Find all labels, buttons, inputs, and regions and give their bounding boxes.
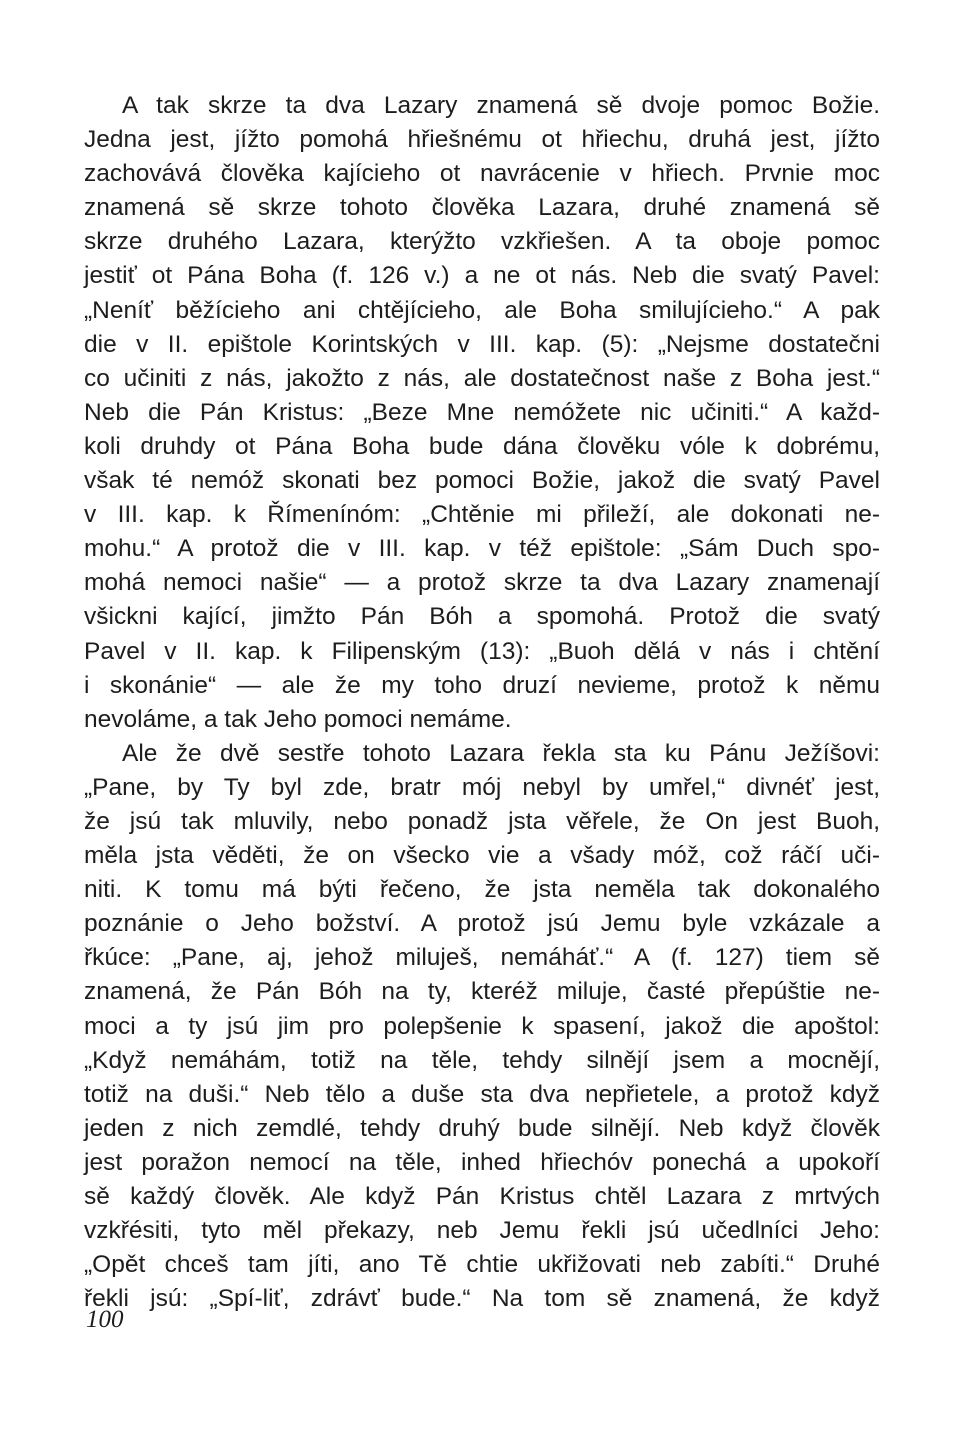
text-line: totiž na duši.“ Neb tělo a duše sta dva nepřietele, a protož když xyxy=(84,1080,880,1108)
page-number: 100 xyxy=(86,1306,124,1333)
text-line: co učiniti z nás, jakožto z nás, ale dostatečnost naše z Boha jest.“ xyxy=(84,364,880,392)
text-line: „Opět chceš tam jíti, ano Tě chtie ukřižovati neb zabíti.“ Druhé xyxy=(84,1251,880,1279)
text-line: že jsú tak mluvily, nebo ponadž jsta věřele, že On jest Buoh, xyxy=(84,807,880,835)
text-line: die v II. epištole Korintských v III. kap. (5): „Nejsme dostatečni xyxy=(84,330,880,358)
text-line: zachovává člověka kajícieho ot navrácenie v hřiech. Prvnie moc xyxy=(84,160,880,188)
text-line: niti. K tomu má býti řečeno, že jsta neměla tak dokonalého xyxy=(84,876,880,904)
text-line: řkúce: „Pane, aj, jehož miluješ, nemáháť.“ A (f. 127) tiem sě xyxy=(84,944,880,972)
text-line: nevoláme, a tak Jeho pomoci nemáme. xyxy=(84,705,512,733)
text-line: jestiť ot Pána Boha (f. 126 v.) a ne ot nás. Neb die svatý Pavel: xyxy=(84,262,880,290)
paragraph-1 xyxy=(84,89,880,737)
text-line: Neb die Pán Kristus: „Beze Mne nemóžete nic učiniti.“ A každ- xyxy=(84,398,880,426)
text-line: mohu.“ A protož die v III. kap. v též epištole: „Sám Duch spo- xyxy=(84,535,880,563)
text-line: Ale že dvě sestře tohoto Lazara řekla sta ku Pánu Ježíšovi: xyxy=(122,739,880,767)
text-line: všickni kající, jimžto Pán Bóh a spomohá. Protož die svatý xyxy=(84,603,880,631)
text-line: měla jsta věděti, že on všecko vie a všady móž, což ráčí uči- xyxy=(84,842,880,870)
text-line: i skonánie“ — ale že my toho druzí nevieme, protož k němu xyxy=(84,671,880,699)
text-line: vzkřésiti, tyto měl překazy, neb Jemu řekli jsú učedlníci Jeho: xyxy=(84,1217,880,1245)
text-line: však té nemóž skonati bez pomoci Božie, jakož die svatý Pavel xyxy=(84,467,880,495)
text-line: řekli jsú: „Spí-liť, zdrávť bude.“ Na tom sě znamená, že když xyxy=(84,1285,880,1313)
text-line: znamená sě skrze tohoto člověka Lazara, druhé znamená sě xyxy=(84,194,880,222)
text-line: jeden z nich zemdlé, tehdy druhý bude silnějí. Neb když člověk xyxy=(84,1114,880,1142)
text-block xyxy=(84,89,880,1316)
text-line: poznánie o Jeho božství. A protož jsú Jemu byle vzkázale a xyxy=(84,910,880,938)
text-line: jest poražon nemocí na těle, inhed hřiechóv ponechá a upokoří xyxy=(84,1148,880,1176)
text-line: sě každý člověk. Ale když Pán Kristus chtěl Lazara z mrtvých xyxy=(84,1183,880,1210)
paragraph-2 xyxy=(84,737,880,1317)
text-line: skrze druhého Lazara, kterýžto vzkřiešen. A ta oboje pomoc xyxy=(84,228,880,256)
text-line: Pavel v II. kap. k Filipenským (13): „Buoh dělá v nás i chtění xyxy=(84,637,880,665)
text-line: „Pane, by Ty byl zde, bratr mój nebyl by umřel,“ divnéť jest, xyxy=(84,773,880,801)
text-line: znamená, že Pán Bóh na ty, kteréž miluje, časté přepúštie ne- xyxy=(84,978,880,1006)
text-line: Jedna jest, jížto pomohá hřiešnému ot hřiechu, druhá jest, jížto xyxy=(84,126,880,154)
text-line: „Neníť běžícieho ani chtějícieho, ale Boha smilujícieho.“ A pak xyxy=(84,296,880,324)
text-line: „Když nemáhám, totiž na těle, tehdy silnějí jsem a mocnějí, xyxy=(84,1046,880,1074)
text-line: v III. kap. k Římenínóm: „Chtěnie mi přileží, ale dokonati ne- xyxy=(84,501,880,529)
text-line: moci a ty jsú jim pro polepšenie k spasení, jakož die apoštol: xyxy=(84,1012,880,1040)
text-line: koli druhdy ot Pána Boha bude dána člověku vóle k dobrému, xyxy=(84,432,880,460)
text-line: A tak skrze ta dva Lazary znamená sě dvoje pomoc Božie. xyxy=(122,92,880,119)
text-line: mohá nemoci našie“ — a protož skrze ta dva Lazary znamenají xyxy=(84,569,880,597)
